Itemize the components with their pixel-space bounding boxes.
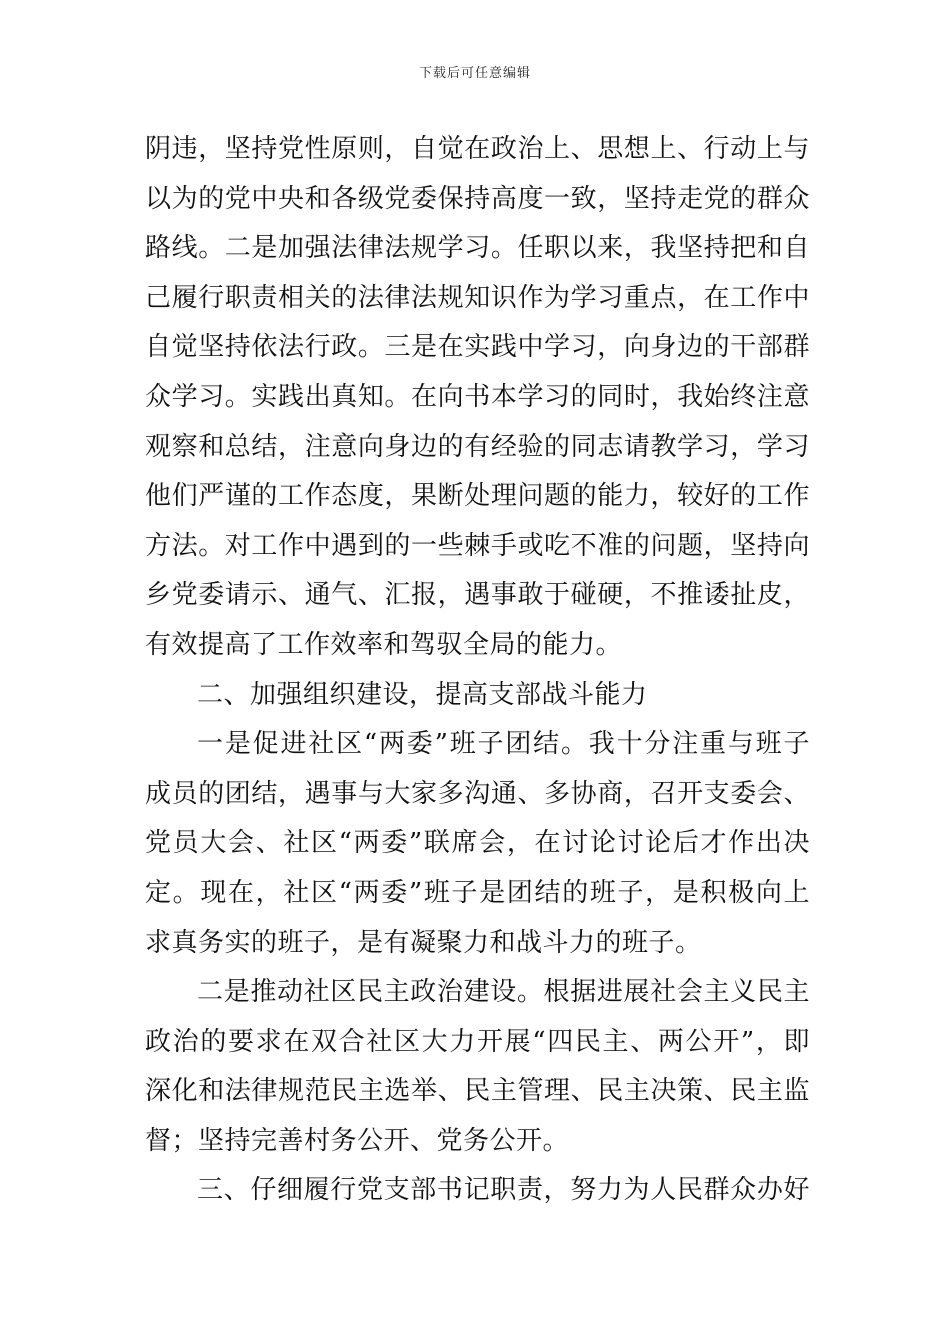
text-line: 乡党委请示、通气、汇报，遇事敢于碰硬，不推诿扯皮， — [145, 580, 810, 611]
text-line: 观察和总结，注意向身边的有经验的同志请教学习，学习 — [145, 431, 810, 462]
text-line: 己履行职责相关的法律法规知识作为学习重点，在工作中 — [145, 282, 810, 313]
text-line: 方法。对工作中遇到的一些棘手或吃不准的问题，坚持向 — [145, 530, 810, 561]
text-line: 政治的要求在双合社区大力开展“四民主、两公开”，即 — [145, 1026, 810, 1057]
text-line: 路线。二是加强法律法规学习。任职以来，我坚持把和自 — [145, 233, 810, 264]
text-line: 以为的党中央和各级党委保持高度一致，坚持走党的群众 — [145, 183, 810, 214]
text-line: 二是推动社区民主政治建设。根据进展社会主义民主 — [197, 977, 810, 1008]
text-line: 阴违，坚持党性原则，自觉在政治上、思想上、行动上与 — [145, 134, 810, 164]
text-line: 求真务实的班子，是有凝聚力和战斗力的班子。 — [145, 927, 702, 958]
text-line: 自觉坚持依法行政。三是在实践中学习，向身边的干部群 — [145, 332, 810, 363]
document-body — [145, 125, 810, 1216]
page-header: 下载后可任意编辑 — [418, 66, 531, 81]
text-line: 党员大会、社区“两委”联席会，在讨论讨论后才作出决 — [145, 828, 810, 859]
text-line: 有效提高了工作效率和驾驭全局的能力。 — [145, 629, 623, 660]
text-line: 成员的团结，遇事与大家多沟通、多协商，召开支委会、 — [145, 778, 810, 809]
text-line: 定。现在，社区“两委”班子是团结的班子，是积极向上 — [145, 877, 810, 908]
text-line: 深化和法律规范民主选举、民主管理、民主决策、民主监 — [145, 1076, 810, 1107]
text-line: 二、加强组织建设，提高支部战斗能力 — [197, 679, 648, 710]
text-line: 三、仔细履行党支部书记职责，努力为人民群众办好 — [197, 1175, 810, 1206]
text-line: 众学习。实践出真知。在向书本学习的同时，我始终注意 — [145, 381, 810, 412]
text-line: 一是促进社区“两委”班子团结。我十分注重与班子 — [197, 729, 810, 760]
text-line: 他们严谨的工作态度，果断处理问题的能力，较好的工作 — [145, 481, 810, 512]
text-line: 督；坚持完善村务公开、党务公开。 — [145, 1125, 570, 1156]
